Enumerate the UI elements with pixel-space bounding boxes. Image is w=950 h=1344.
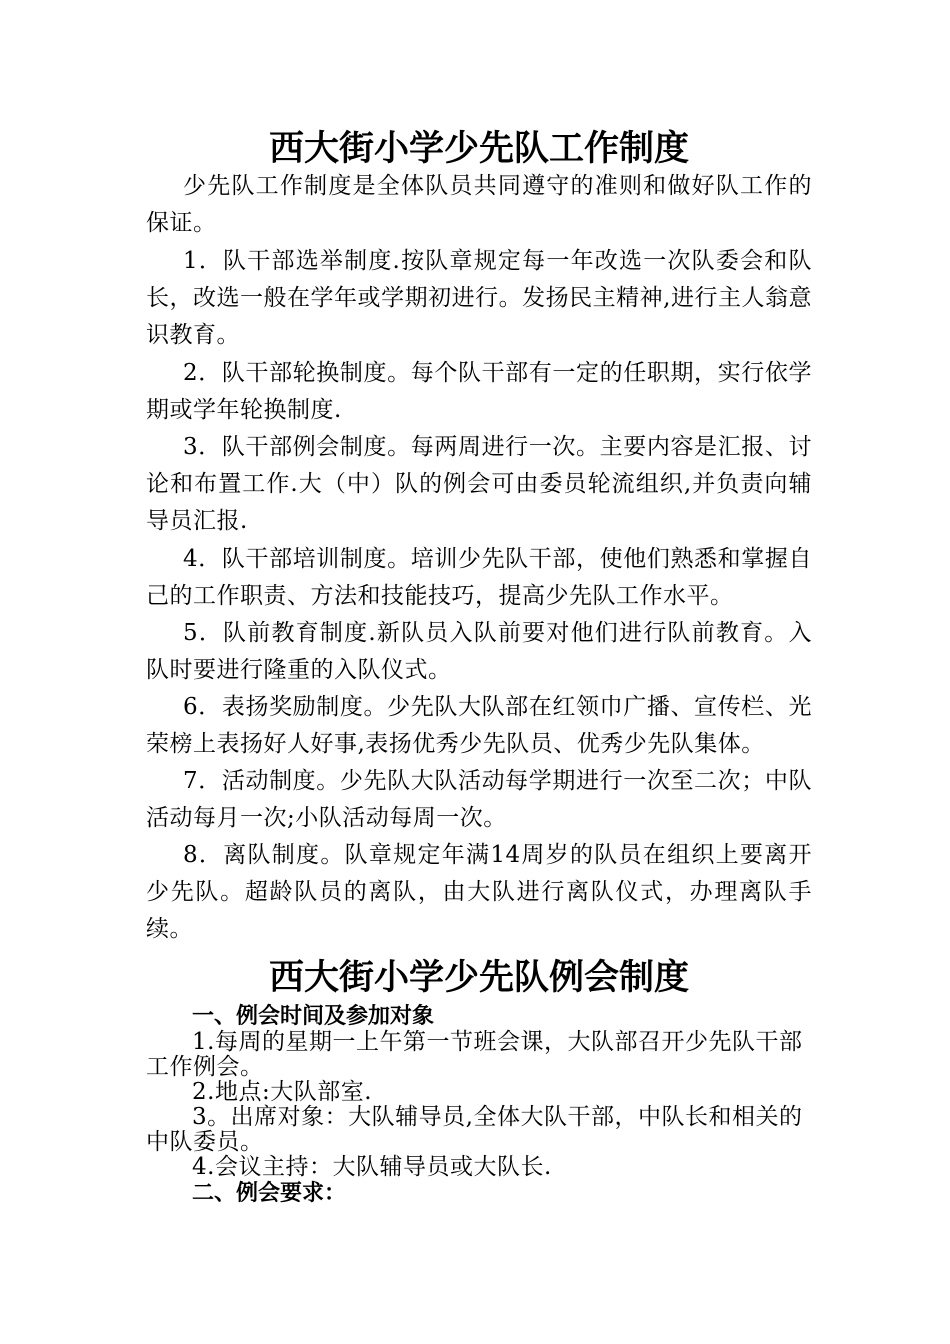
doc2-section1-item-3: 3。出席对象：大队辅导员,全体大队干部，中队长和相关的中队委员。: [146, 1104, 803, 1155]
doc2-section1-item-1: 1.每周的星期一上午第一节班会课，大队部召开少先队干部工作例会。: [146, 1029, 803, 1080]
doc1-item-8: 8．离队制度。队章规定年满14周岁的队员在组织上要离开少先队。超龄队员的离队，由大队进行离队仪式，办理离队手续。: [146, 842, 812, 942]
doc1-item-5: 5．队前教育制度.新队员入队前要对他们进行队前教育。入队时要进行隆重的入队仪式。: [146, 620, 812, 683]
doc1-item-3: 3．队干部例会制度。每两周进行一次。主要内容是汇报、讨论和布置工作.大（中）队的例会可由委员轮流组织,并负责向辅导员汇报.: [146, 434, 812, 534]
doc1-title: 西大街小学少先队工作制度: [268, 129, 689, 169]
doc2-section1-item-4: 4.会议主持：大队辅导员或大队长.: [192, 1154, 552, 1180]
doc1-item-7: 7．活动制度。少先队大队活动每学期进行一次至二次；中队活动每月一次;小队活动每周一次。: [146, 768, 812, 831]
doc2-section1-item-2: 2.地点:大队部室.: [192, 1079, 373, 1105]
doc1-item-6: 6．表扬奖励制度。少先队大队部在红领巾广播、宣传栏、光荣榜上表扬好人好事,表扬优秀少先队员、优秀少先队集体。: [146, 694, 812, 757]
doc1-item-4: 4．队干部培训制度。培训少先队干部，使他们熟悉和掌握自己的工作职责、方法和技能技巧，提高少先队工作水平。: [146, 546, 812, 609]
doc1-item-1: 1．队干部选举制度.按队章规定每一年改选一次队委会和队长，改选一般在学年或学期初进行。发扬民主精神,进行主人翁意识教育。: [146, 248, 812, 348]
doc2-section1-heading: 一、例会时间及参加对象: [192, 1004, 435, 1029]
doc2-section2-heading: 二、例会要求：: [192, 1181, 347, 1206]
doc2-title: 西大街小学少先队例会制度: [268, 958, 689, 998]
doc1-intro: 少先队工作制度是全体队员共同遵守的准则和做好队工作的保证。: [146, 173, 812, 236]
doc1-item-2: 2．队干部轮换制度。每个队干部有一定的任职期，实行依学期或学年轮换制度.: [146, 360, 812, 423]
